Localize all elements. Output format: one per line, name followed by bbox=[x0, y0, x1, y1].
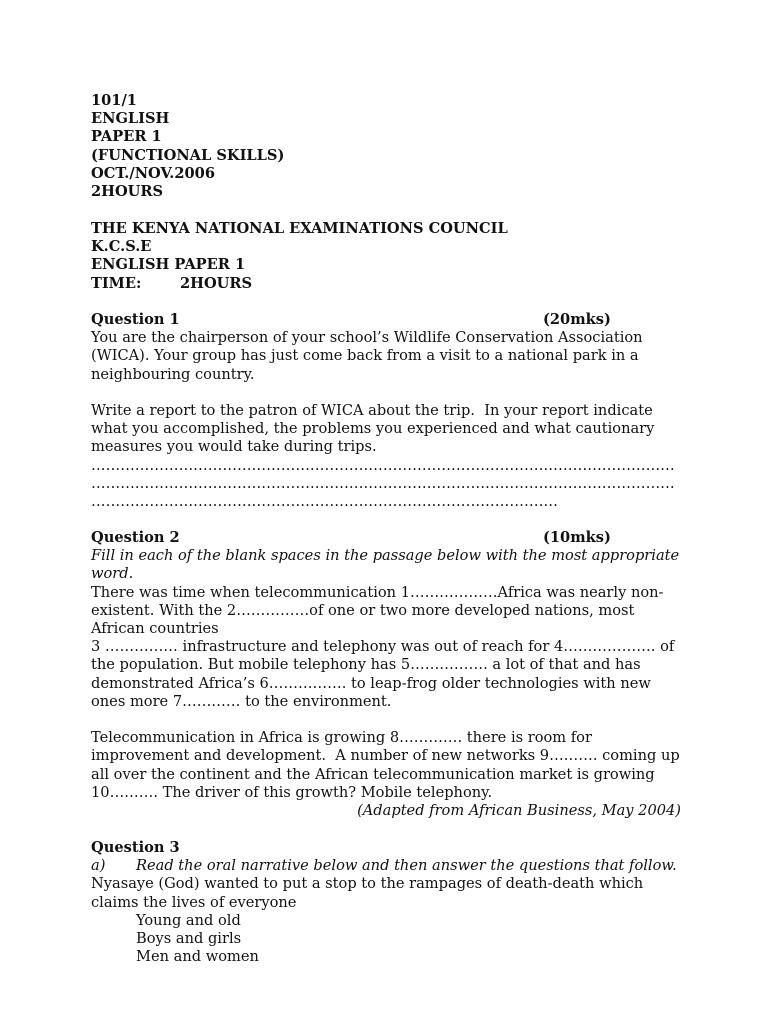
part-label: a) bbox=[91, 857, 106, 875]
exam-name: K.C.S.E bbox=[91, 238, 152, 256]
verse-line: Men and women bbox=[136, 948, 259, 966]
question-2 bbox=[91, 529, 681, 820]
question-2-marks: (10mks) bbox=[543, 529, 611, 546]
verse-line: Young and old bbox=[136, 911, 241, 929]
q1-task-line: Write a report to the patron of WICA about the trip. In your report indicate bbox=[91, 401, 653, 419]
passage-line: 10………. The driver of this growth? Mobile telephony. bbox=[91, 783, 493, 801]
paper-header bbox=[91, 92, 681, 201]
question-1-heading bbox=[91, 311, 681, 329]
question-3 bbox=[91, 839, 681, 966]
paper-number: PAPER 1 bbox=[91, 128, 162, 146]
answer-dots: …………………………………………………………………………………… bbox=[91, 493, 558, 510]
passage-line: African countries bbox=[91, 620, 219, 637]
time-line bbox=[91, 275, 681, 293]
council-block bbox=[91, 220, 681, 293]
answer-dots: ………………………………………………………………………………………………………… bbox=[91, 456, 675, 474]
q2-instruction-line: word. bbox=[91, 565, 134, 583]
time-value: 2HOURS bbox=[180, 274, 253, 292]
council-name: THE KENYA NATIONAL EXAMINATIONS COUNCIL bbox=[91, 220, 508, 237]
paper-code: 101/1 bbox=[91, 92, 137, 109]
q1-task-line: measures you would take during trips. bbox=[91, 438, 377, 456]
paper-type: (FUNCTIONAL SKILLS) bbox=[91, 146, 285, 164]
subject: ENGLISH bbox=[91, 110, 170, 128]
answer-dots: ………………………………………………………………………………………………………… bbox=[91, 474, 675, 492]
q3-instruction-text: Read the oral narrative below and then answer the questions that follow. bbox=[136, 857, 677, 875]
verse-line: Boys and girls bbox=[136, 930, 242, 947]
q1-task-line: what you accomplished, the problems you experienced and what cautionary bbox=[91, 420, 655, 438]
question-1 bbox=[91, 311, 681, 511]
time-label: TIME: bbox=[91, 274, 142, 292]
passage-line: all over the continent and the African telecommunication market is growing bbox=[91, 765, 655, 783]
passage-line: demonstrated Africa’s 6……………. to leap-frog older technologies with new bbox=[91, 674, 651, 692]
q2-instruction-line: Fill in each of the blank spaces in the passage below with the most appropriate bbox=[91, 547, 680, 565]
q1-text-line: You are the chairperson of your school’s Wildlife Conservation Association bbox=[91, 329, 643, 347]
question-2-title: Question 2 bbox=[91, 529, 180, 546]
passage-line: Telecommunication in Africa is growing 8…………. there is room for bbox=[91, 729, 592, 747]
passage-line: ones more 7………… to the environment. bbox=[91, 692, 392, 710]
narrative-line: Nyasaye (God) wanted to put a stop to the rampages of death-death which bbox=[91, 875, 644, 893]
passage-line: improvement and development. A number of new networks 9………. coming up bbox=[91, 747, 680, 765]
duration: 2HOURS bbox=[91, 183, 164, 201]
q3-instruction bbox=[91, 857, 681, 875]
q1-text-line: neighbouring country. bbox=[91, 365, 255, 383]
passage-line: the population. But mobile telephony has 5……………. a lot of that and has bbox=[91, 656, 641, 674]
question-1-title: Question 1 bbox=[91, 311, 180, 328]
paper-title: ENGLISH PAPER 1 bbox=[91, 256, 246, 274]
narrative-line: claims the lives of everyone bbox=[91, 893, 297, 911]
question-3-title: Question 3 bbox=[91, 839, 180, 856]
exam-date: OCT./NOV.2006 bbox=[91, 164, 215, 182]
question-1-marks: (20mks) bbox=[543, 311, 611, 328]
passage-line: existent. With the 2……………of one or two more developed nations, most bbox=[91, 601, 635, 619]
passage-line: 3 …………… infrastructure and telephony was out of reach for 4………………. of bbox=[91, 638, 675, 656]
q1-text-line: (WICA). Your group has just come back from a visit to a national park in a bbox=[91, 347, 639, 365]
passage-source: (Adapted from African Business, May 2004) bbox=[357, 802, 681, 820]
question-2-heading bbox=[91, 529, 681, 547]
question-3-heading bbox=[91, 839, 681, 857]
passage-line: There was time when telecommunication 1………………Africa was nearly non- bbox=[91, 583, 664, 601]
